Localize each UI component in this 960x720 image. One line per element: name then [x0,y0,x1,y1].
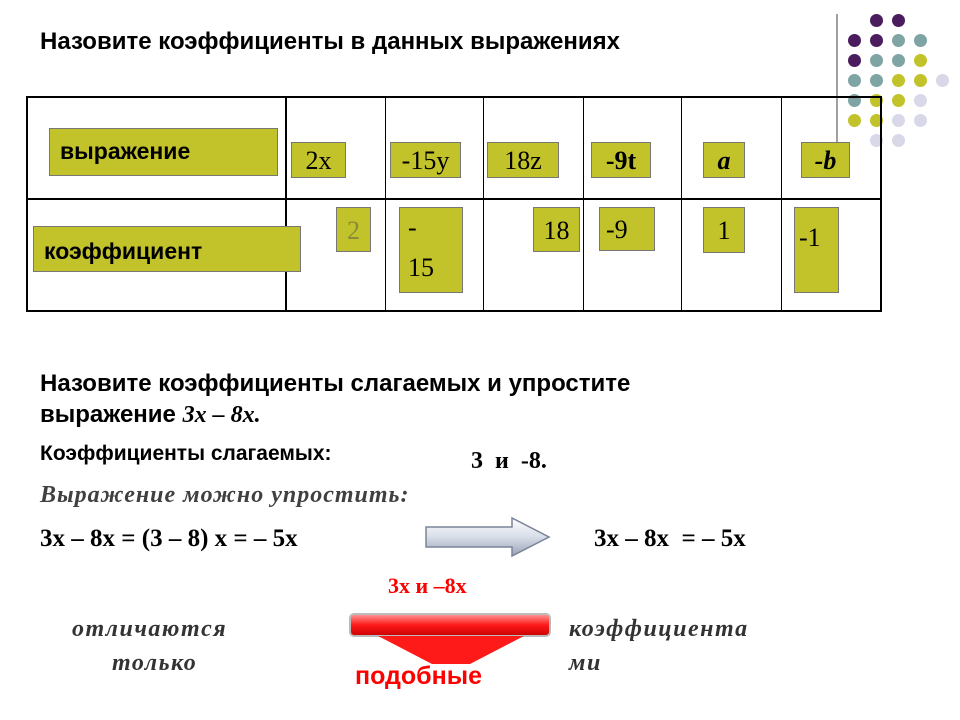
decor-dot [892,94,905,107]
expression-text: 2x [305,146,332,175]
table-divider [385,96,386,312]
task2-line2-prefix: выражение [40,401,183,428]
row-label-coefficient: коэффициент [33,226,301,272]
decor-dot [914,114,927,127]
decor-dot [848,114,861,127]
table-divider [681,96,682,312]
table-border-left [26,96,28,312]
table-divider [583,96,584,312]
table-border-top [26,96,882,98]
expression-text: -9t [605,146,637,175]
decor-dot [914,94,927,107]
coefficient-cell: -1 [794,207,839,293]
decor-dot [870,14,883,27]
coefficient-cell: -9 [599,207,655,251]
decor-dot [848,54,861,67]
similar-left-line2: только [112,650,198,676]
decor-dot [848,74,861,87]
similar-left-text [72,612,227,680]
decor-dot [892,14,905,27]
decor-dot [848,34,861,47]
decor-dot [892,54,905,67]
coef-values: 3 и -8. [471,448,547,474]
red-banner-shape [348,612,554,668]
decor-dot [914,54,927,67]
table-divider [483,96,484,312]
expression-cell [291,142,346,178]
expression-cell [390,142,461,178]
similar-right-text [569,612,749,680]
coefficient-cell: 18 [533,207,580,252]
decor-dot [870,54,883,67]
decor-dot [914,74,927,87]
decor-dot [892,34,905,47]
equation-right: 3x – 8x = – 5x [594,525,746,552]
expression-text: -b [814,146,837,175]
table-divider [285,96,287,312]
table-divider [781,96,782,312]
table-border-bottom [26,310,882,312]
expression-text: a [717,146,731,175]
task2-line2 [40,399,630,431]
decor-dot [936,74,949,87]
decor-dot [914,34,927,47]
expression-text: -15y [401,146,450,175]
expression-cell [487,142,559,178]
task2-line1: Назовите коэффициенты слагаемых и упростите [40,370,631,397]
expression-cell [801,142,850,178]
expression-cell [703,142,745,178]
coefficient-cell: 1 [703,207,745,253]
decor-dot [870,34,883,47]
similar-right-line2: ми [569,650,602,676]
coefficient-cell: 2 [336,207,371,252]
similar-left-line1: отличаются [72,616,228,642]
similar-terms-top: 3x и –8x [388,573,467,598]
slide-title: Назовите коэффициенты в данных выражениях [40,28,620,55]
decor-dot [870,74,883,87]
equation-left: 3x – 8x = (3 – 8) x = – 5x [40,525,298,552]
decor-dot [892,134,905,147]
task2-heading [40,368,630,431]
coefficient-cell: - 15 [399,207,463,293]
table-border-middle [26,198,882,200]
decor-vertical-line [836,14,838,144]
expression-cell [591,142,651,178]
expression-text: 18z [504,146,542,175]
decor-dot [892,114,905,127]
similar-bottom-label: подобные [355,662,482,690]
row-label-expression: выражение [49,128,278,176]
simplify-label: Выражение можно упростить: [40,482,410,508]
task2-expression: 3x – 8x. [182,402,261,428]
similar-right-line1: коэффициента [569,616,749,642]
table-border-right [880,96,882,312]
arrow-right-icon [424,516,552,558]
decor-dot [892,74,905,87]
coef-label: Коэффициенты слагаемых: [40,442,332,465]
